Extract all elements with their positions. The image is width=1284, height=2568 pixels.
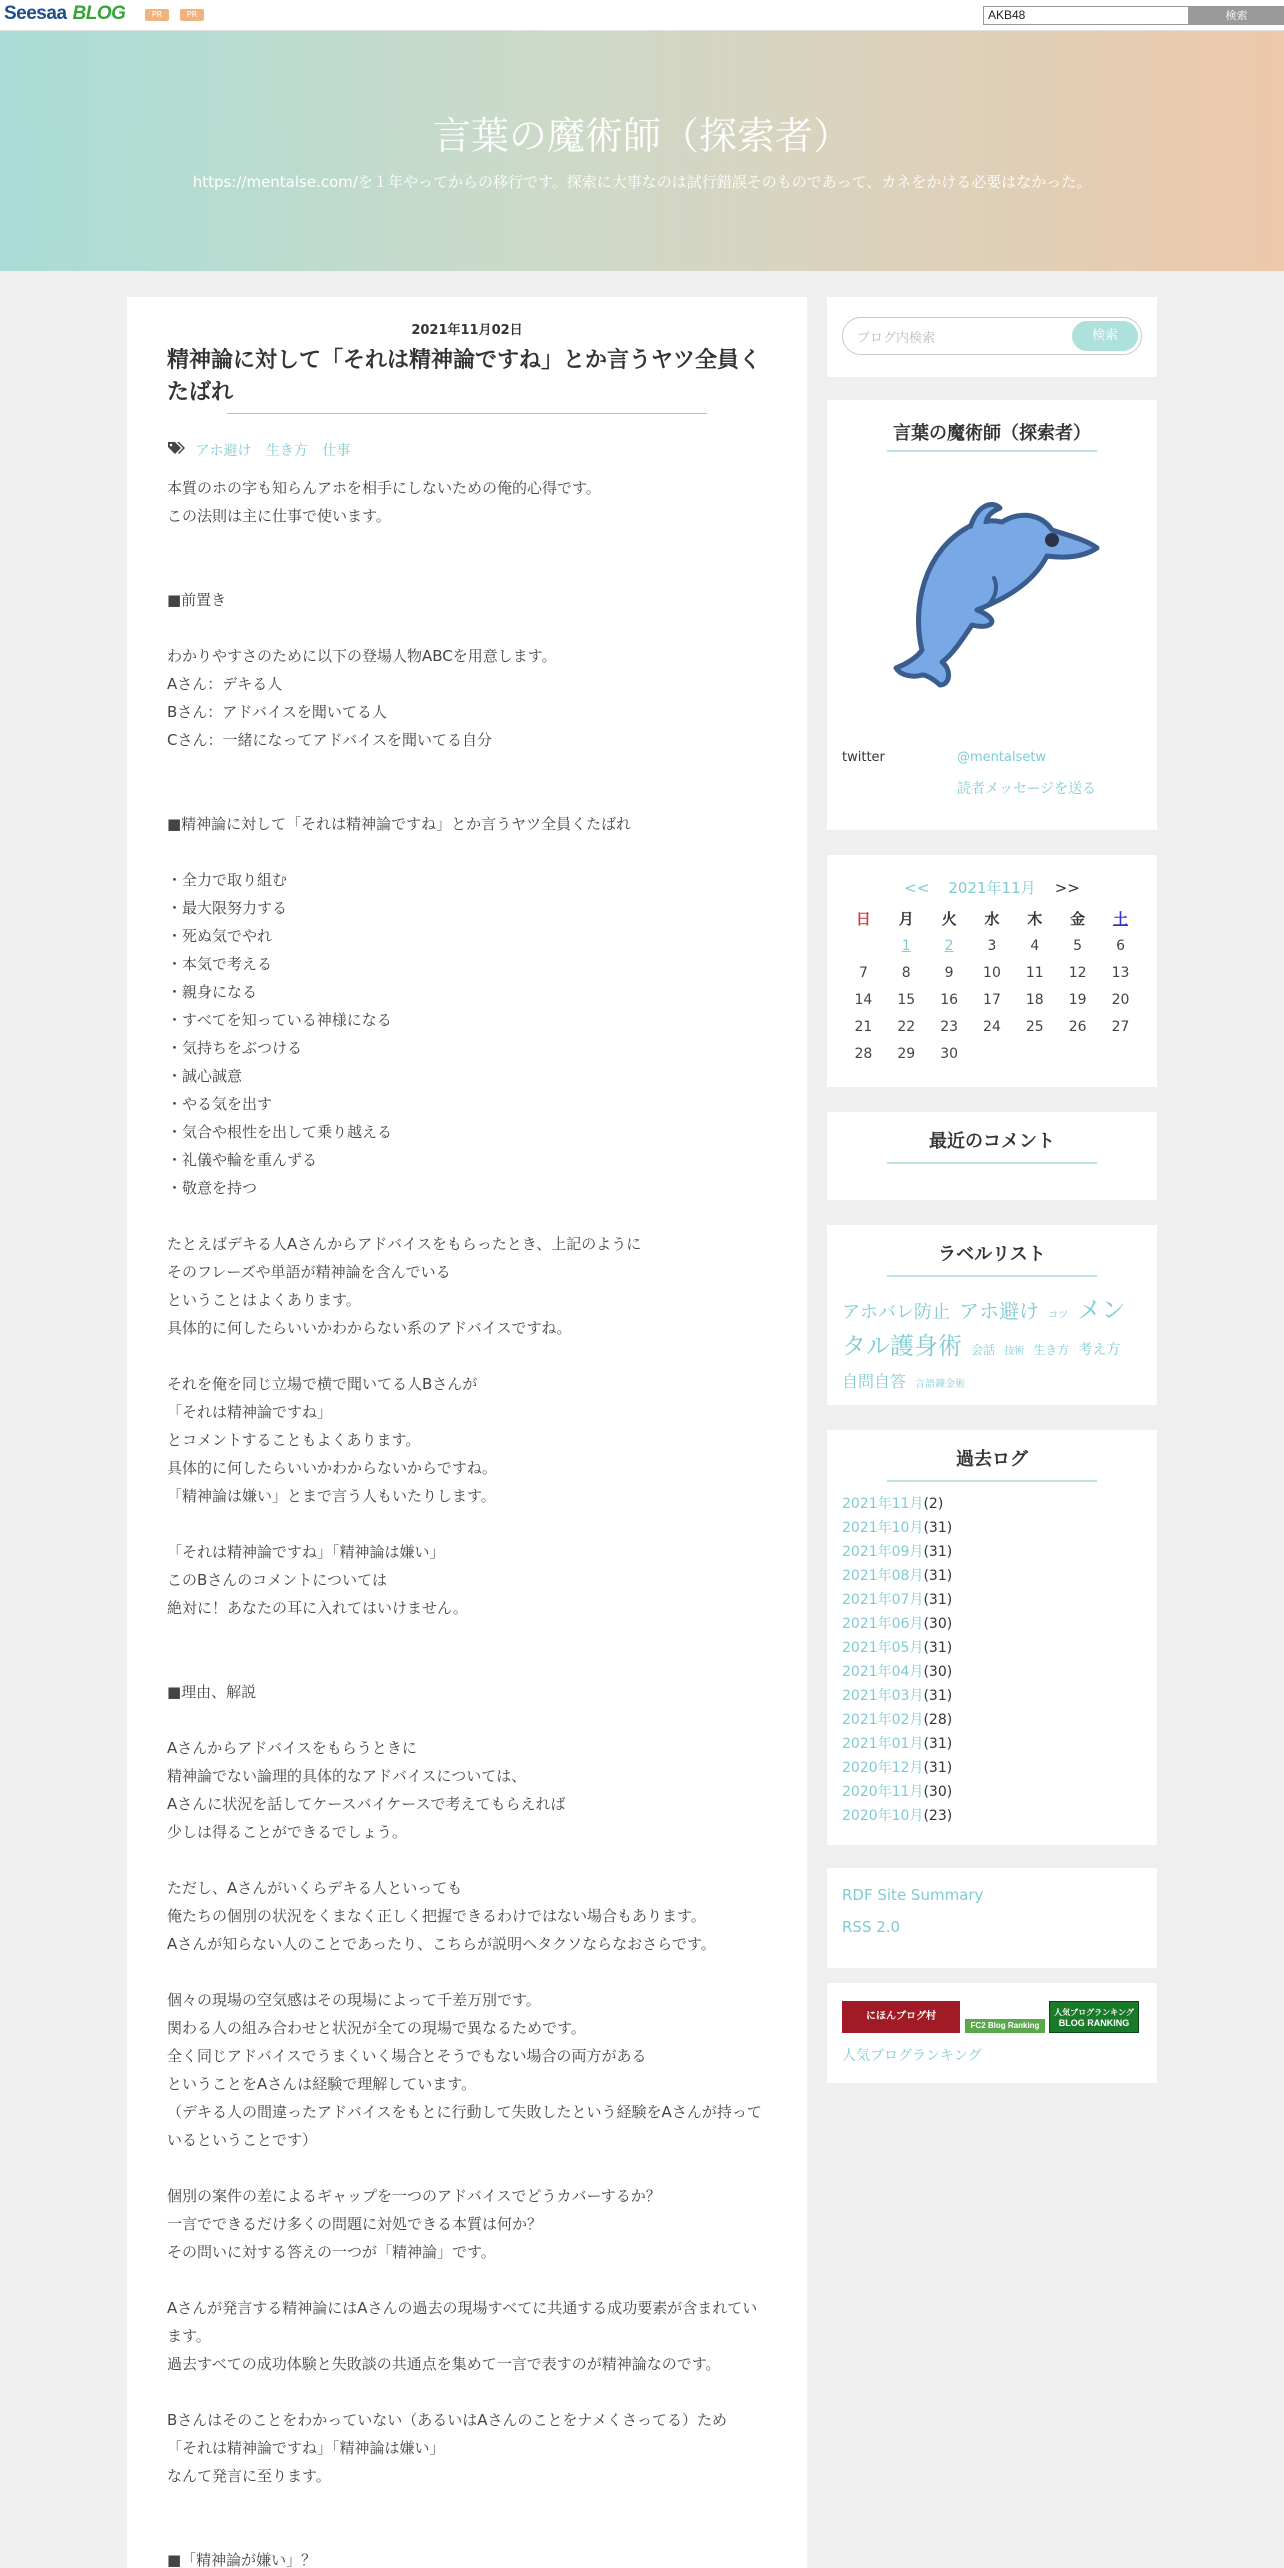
body-line: とコメントすることもよくあります。 <box>167 1431 421 1449</box>
body-line: Cさん：一緒になってアドバイスを聞いてる自分 <box>167 731 493 749</box>
archive-count: (31) <box>923 1568 953 1584</box>
archive-count: (31) <box>923 1736 953 1752</box>
archive-list <box>842 1492 952 1828</box>
body-line: ・礼儀や輪を重んずる <box>167 1151 318 1169</box>
calendar-weekday: 水 <box>984 910 1000 928</box>
twitter-handle-link[interactable]: @mentalsetw <box>957 750 1047 765</box>
calendar-day: 28 <box>854 1045 873 1062</box>
body-line: Aさんが知らない人のことであったり、こちらが説明ヘタクソならなおさらです。 <box>167 1935 716 1953</box>
archive-item <box>842 1708 952 1732</box>
body-line: ・すべてを知っている神様になる <box>167 1011 392 1029</box>
sidebar-ranking <box>827 1983 1157 2083</box>
pr-badge[interactable]: PR <box>180 9 204 21</box>
calendar-weekday: 土 <box>1113 910 1129 928</box>
body-line <box>167 1622 767 1650</box>
label-link[interactable]: 会話 <box>971 1343 996 1357</box>
sidebar-calendar <box>827 855 1157 1087</box>
calendar-weekday: 木 <box>1027 910 1043 928</box>
archive-item <box>842 1804 952 1828</box>
calendar-day: 4 <box>1030 937 1040 954</box>
calendar-day: 8 <box>901 964 911 981</box>
calendar-day: 20 <box>1111 991 1130 1008</box>
sidebar-recent-comments <box>827 1112 1157 1200</box>
archive-month-link[interactable]: 2021年07月 <box>842 1592 924 1608</box>
body-line: Bさん：アドバイスを聞いてる人 <box>167 703 387 721</box>
archive-item <box>842 1756 952 1780</box>
body-line: 個別の案件の差によるギャップを一つのアドバイスでどうカバーするか？ <box>167 2187 661 2205</box>
calendar-day <box>1013 1040 1056 1067</box>
body-line: 一言でできるだけ多くの問題に対処できる本質は何か？ <box>167 2215 543 2233</box>
calendar-day: 29 <box>897 1045 916 1062</box>
calendar-day: 3 <box>987 937 997 954</box>
body-line: 具体的に何したらいいかわからないからですね。 <box>167 1459 497 1477</box>
archive-month-link[interactable]: 2021年05月 <box>842 1640 924 1656</box>
tags-icon <box>167 441 187 460</box>
calendar-week-row <box>842 1040 1142 1067</box>
calendar-day: 22 <box>897 1018 916 1035</box>
calendar-next-link[interactable]: >> <box>1054 879 1080 897</box>
body-line: 「それは精神論ですね」「精神論は嫌い」 <box>167 1543 445 1561</box>
blog-ranking-banner-line2: BLOG RANKING <box>1058 2018 1130 2028</box>
archive-count: (2) <box>923 1496 944 1512</box>
archive-item <box>842 1660 952 1684</box>
archive-month-link[interactable]: 2021年08月 <box>842 1568 924 1584</box>
pr-badge[interactable]: PR <box>145 9 169 21</box>
calendar-day: 17 <box>983 991 1001 1008</box>
calendar-day <box>1099 1040 1142 1067</box>
archive-month-link[interactable]: 2021年01月 <box>842 1736 924 1752</box>
calendar-weekday: 日 <box>855 910 871 928</box>
archive-month-link[interactable]: 2021年11月 <box>842 1496 924 1512</box>
archive-item <box>842 1780 952 1804</box>
body-line: なんて発言に至ります。 <box>167 2467 331 2485</box>
archive-count: (31) <box>923 1520 953 1536</box>
body-line: この法則は主に仕事で使います。 <box>167 507 391 525</box>
archive-title: 過去ログ <box>956 1449 1028 1470</box>
heading-underline <box>887 1480 1097 1482</box>
body-line <box>167 2518 767 2546</box>
archive-item <box>842 1492 952 1516</box>
archive-count: (31) <box>923 1640 953 1656</box>
body-line: Aさん：デキる人 <box>167 675 283 693</box>
heading-underline <box>887 1275 1097 1277</box>
rdf-link[interactable]: RDF Site Summary <box>842 1886 984 1904</box>
reader-message-link[interactable]: 読者メッセージを送る <box>957 781 1097 797</box>
calendar-week-row <box>842 932 1142 959</box>
post-date: 2021年11月02日 <box>411 323 523 338</box>
body-line <box>167 1342 767 1370</box>
calendar-table <box>842 905 1142 1067</box>
body-line: 「それは精神論ですね」「精神論は嫌い」 <box>167 2439 445 2457</box>
archive-month-link[interactable]: 2021年04月 <box>842 1664 924 1680</box>
body-line: ・親身になる <box>167 983 258 1001</box>
global-search-button[interactable]: 検索 <box>1189 6 1284 25</box>
body-line <box>167 754 767 782</box>
body-line: 全く同じアドバイスでうまくいく場合とそうでもない場合の両方がある <box>167 2047 647 2065</box>
body-line: 絶対に！あなたの耳に入れてはいけません。 <box>167 1599 468 1617</box>
post-title[interactable]: 精神論に対して「それは精神論ですね」とか言うヤツ全員くたばれ <box>167 348 762 405</box>
archive-month-link[interactable]: 2021年03月 <box>842 1688 924 1704</box>
body-line <box>167 2154 767 2182</box>
body-line: 個々の現場の空気感はその現場によって千差万別です。 <box>167 1991 541 2009</box>
body-line <box>167 838 767 866</box>
body-line: ・本気で考える <box>167 955 273 973</box>
calendar-day-link[interactable]: 2 <box>944 937 954 954</box>
body-line <box>167 558 767 586</box>
calendar-day: 26 <box>1068 1018 1087 1035</box>
calendar-day: 27 <box>1111 1018 1130 1035</box>
calendar-day: 24 <box>983 1018 1001 1035</box>
tag-link[interactable]: アホ避け <box>195 442 252 459</box>
calendar-day: 9 <box>944 964 954 981</box>
calendar-day: 10 <box>983 964 1001 981</box>
calendar-week-row <box>842 1013 1142 1040</box>
body-line <box>167 1846 767 1874</box>
calendar-week-row <box>842 986 1142 1013</box>
calendar-prev-link[interactable]: << <box>904 879 930 897</box>
sidebar-labels <box>827 1225 1157 1405</box>
calendar-day: 16 <box>940 991 959 1008</box>
archive-month-link[interactable]: 2020年10月 <box>842 1808 924 1824</box>
archive-count: (31) <box>923 1592 953 1608</box>
calendar-day: 15 <box>897 991 916 1008</box>
body-line: ■前置き <box>167 591 227 609</box>
calendar-day-link[interactable]: 1 <box>901 937 911 954</box>
body-line: 俺たちの個別の状況をくまなく正しく把握できるわけではない場合もあります。 <box>167 1907 706 1925</box>
body-line <box>167 1958 767 1986</box>
blog-ranking-banner-line1: 人気ブログランキング <box>1054 2008 1134 2017</box>
global-search-input[interactable]: AKB48 <box>983 6 1189 25</box>
blog-header <box>0 31 1284 271</box>
body-line: ・やる気を出す <box>167 1095 273 1113</box>
body-line: ・気合や根性を出して乗り越える <box>167 1123 393 1141</box>
archive-month-link[interactable]: 2021年10月 <box>842 1520 924 1536</box>
label-link[interactable]: メンタル護身術 <box>842 1296 1126 1360</box>
body-line <box>167 1510 767 1538</box>
archive-count: (30) <box>923 1664 953 1680</box>
label-cloud <box>842 1295 1142 1400</box>
calendar-week-row <box>842 959 1142 986</box>
calendar-day: 14 <box>854 991 873 1008</box>
body-line <box>167 530 767 558</box>
body-line <box>167 1650 767 1678</box>
calendar-day: 7 <box>858 964 868 981</box>
body-line: ということをAさんは経験で理解しています。 <box>167 2075 477 2093</box>
archive-item <box>842 1612 952 1636</box>
archive-item <box>842 1732 952 1756</box>
calendar-day <box>971 1040 1014 1067</box>
body-line <box>167 614 767 642</box>
archive-count: (30) <box>923 1616 953 1632</box>
calendar-day: 21 <box>854 1018 873 1035</box>
body-line: 精神論でない論理的具体的なアドバイスについては、 <box>167 1767 527 1785</box>
body-line: 少しは得ることができるでしょう。 <box>167 1823 407 1841</box>
body-line: ・全力で取り組む <box>167 871 288 889</box>
body-line <box>167 782 767 810</box>
archive-item <box>842 1540 952 1564</box>
tag-link[interactable]: 生き方 <box>265 442 308 459</box>
blog-ranking-banner[interactable] <box>1049 2001 1139 2033</box>
label-link[interactable]: 言語錬金術 <box>915 1379 966 1390</box>
label-link[interactable]: アホバレ防止 <box>842 1302 950 1323</box>
body-line <box>167 2378 767 2406</box>
rss-link[interactable]: RSS 2.0 <box>842 1918 901 1936</box>
body-line: ・誠心誠意 <box>167 1067 243 1085</box>
body-line: ■理由、解説 <box>167 1683 257 1701</box>
nihon-blog-mura-banner[interactable]: にほんブログ村 <box>842 2001 960 2033</box>
body-line: Aさんからアドバイスをもらうときに <box>167 1739 417 1757</box>
archive-count: (31) <box>923 1760 953 1776</box>
body-line <box>167 2266 767 2294</box>
post-tags <box>167 441 360 460</box>
body-line: わかりやすさのために以下の登場人物ABCを用意します。 <box>167 647 557 665</box>
body-line: ということはよくあります。 <box>167 1291 361 1309</box>
label-link[interactable]: 生き方 <box>1033 1343 1070 1357</box>
archive-count: (30) <box>923 1784 953 1800</box>
calendar-weekday: 月 <box>898 910 914 928</box>
top-bar <box>0 0 1284 31</box>
seesaa-blog-logo[interactable] <box>4 2 125 26</box>
archive-item <box>842 1516 952 1540</box>
archive-month-link[interactable]: 2021年09月 <box>842 1544 924 1560</box>
archive-item <box>842 1588 952 1612</box>
archive-count: (23) <box>923 1808 953 1824</box>
calendar-day: 23 <box>940 1018 959 1035</box>
sidebar-search <box>827 297 1157 377</box>
blog-search-input[interactable] <box>842 317 1142 355</box>
calendar-month-link[interactable]: 2021年11月 <box>948 879 1036 897</box>
calendar-day: 13 <box>1111 964 1130 981</box>
archive-count: (28) <box>923 1712 953 1728</box>
archive-month-link[interactable]: 2020年12月 <box>842 1760 924 1776</box>
twitter-label: twitter <box>842 750 885 765</box>
heading-underline <box>887 450 1097 452</box>
calendar-day <box>928 932 971 959</box>
label-link[interactable]: コツ <box>1048 1310 1069 1321</box>
body-line <box>167 2490 767 2518</box>
body-line: ただし、Aさんがいくらデキる人といっても <box>167 1879 463 1897</box>
search-placeholder: ブログ内検索 <box>857 331 936 346</box>
archive-item <box>842 1684 952 1708</box>
archive-count: (31) <box>923 1544 953 1560</box>
body-line: 「精神論は嫌い」とまで言う人もいたりします。 <box>167 1487 496 1505</box>
calendar-day <box>885 932 928 959</box>
body-line: その問いに対する答えの一つが「精神論」です。 <box>167 2243 496 2261</box>
profile-title: 言葉の魔術師（探索者） <box>893 423 1091 444</box>
body-line: それを俺を同じ立場で横で聞いてる人Bさんが <box>167 1375 478 1393</box>
body-line: 「それは精神論ですね」 <box>167 1403 333 1421</box>
post-body <box>167 474 767 2568</box>
body-line: ・敬意を持つ <box>167 1179 258 1197</box>
heading-underline <box>887 1162 1097 1164</box>
body-line: 過去すべての成功体験と失敗談の共通点を集めて一言で表すのが精神論なのです。 <box>167 2355 721 2373</box>
archive-item <box>842 1564 952 1588</box>
body-line: ■精神論に対して「それは精神論ですね」とか言うヤツ全員くたばれ <box>167 815 632 833</box>
sidebar-archive <box>827 1430 1157 1845</box>
body-line: 関わる人の組み合わせと状況が全ての現場で異なるためです。 <box>167 2019 586 2037</box>
calendar-day: 12 <box>1068 964 1087 981</box>
body-line: ・死ぬ気でやれ <box>167 927 273 945</box>
fc2-ranking-banner[interactable]: FC2 Blog Ranking <box>965 2019 1045 2033</box>
article <box>127 297 807 2568</box>
dolphin-avatar-icon <box>882 490 1102 690</box>
calendar-day: 5 <box>1073 937 1083 954</box>
calendar-day: 6 <box>1116 937 1125 954</box>
label-link[interactable]: 自問自答 <box>842 1372 907 1391</box>
archive-item <box>842 1636 952 1660</box>
archive-count: (31) <box>923 1688 953 1704</box>
recent-comments-title: 最近のコメント <box>929 1131 1055 1152</box>
sidebar-feeds <box>827 1868 1157 1968</box>
blog-title[interactable]: 言葉の魔術師（探索者） <box>432 114 851 158</box>
ranking-link[interactable]: 人気ブログランキング <box>842 2048 982 2064</box>
body-line: たとえばデキる人Aさんからアドバイスをもらったとき、上記のように <box>167 1235 642 1253</box>
blog-search-button[interactable]: 検索 <box>1072 321 1138 351</box>
body-line: Aさんが発言する精神論にはAさんの過去の現場すべてに共通する成功要素が含まれています。 <box>167 2299 758 2345</box>
calendar-weekday-row <box>842 905 1142 932</box>
label-link[interactable]: アホ避け <box>959 1299 1040 1323</box>
blog-description: https://mentalse.com/を１年やってからの移行です。探索に大事なのは試行錯誤そのものであって、カネをかける必要はなかった。 <box>192 173 1092 191</box>
labels-title: ラベルリスト <box>938 1244 1046 1265</box>
calendar-day: 25 <box>1025 1018 1044 1035</box>
body-line: ■「精神論が嫌い」？ <box>167 2551 317 2568</box>
calendar-day: 19 <box>1068 991 1087 1008</box>
archive-month-link[interactable]: 2021年02月 <box>842 1712 924 1728</box>
calendar-day: 18 <box>1025 991 1044 1008</box>
body-line <box>167 1202 767 1230</box>
body-line: Bさんはそのことをわかっていない（あるいはAさんのことをナメくさってる）ため <box>167 2411 727 2429</box>
body-line: ・最大限努力する <box>167 899 288 917</box>
body-line: このBさんのコメントについては <box>167 1571 387 1589</box>
calendar-weekday: 金 <box>1070 910 1086 928</box>
calendar-nav <box>827 877 1157 898</box>
archive-month-link[interactable]: 2020年11月 <box>842 1784 924 1800</box>
archive-month-link[interactable]: 2021年06月 <box>842 1616 924 1632</box>
calendar-day: 11 <box>1025 964 1044 981</box>
label-link[interactable]: 技術 <box>1004 1346 1025 1357</box>
sidebar-profile <box>827 400 1157 830</box>
logo-text-blog: BLOG <box>72 3 126 24</box>
body-line: 具体的に何したらいいかわからない系のアドバイスですね。 <box>167 1319 572 1337</box>
tag-link[interactable]: 仕事 <box>322 442 351 459</box>
calendar-weekday: 火 <box>941 910 957 928</box>
calendar-day <box>842 932 885 959</box>
logo-text-seesaa: Seesaa <box>4 3 67 24</box>
body-line: 本質のホの字も知らんアホを相手にしないための俺的心得です。 <box>167 479 601 497</box>
body-line: ・気持ちをぶつける <box>167 1039 303 1057</box>
body-line <box>167 1706 767 1734</box>
body-line: Aさんに状況を話してケースバイケースで考えてもらえれば <box>167 1795 566 1813</box>
body-line: （デキる人の間違ったアドバイスをもとに行動して失敗したという経験をAさんが持っているということです） <box>167 2103 762 2149</box>
calendar-day: 30 <box>940 1045 959 1062</box>
body-line: そのフレーズや単語が精神論を含んでいる <box>167 1263 451 1281</box>
calendar-day <box>1056 1040 1099 1067</box>
title-underline <box>227 413 707 414</box>
label-link[interactable]: 考え方 <box>1078 1342 1121 1358</box>
